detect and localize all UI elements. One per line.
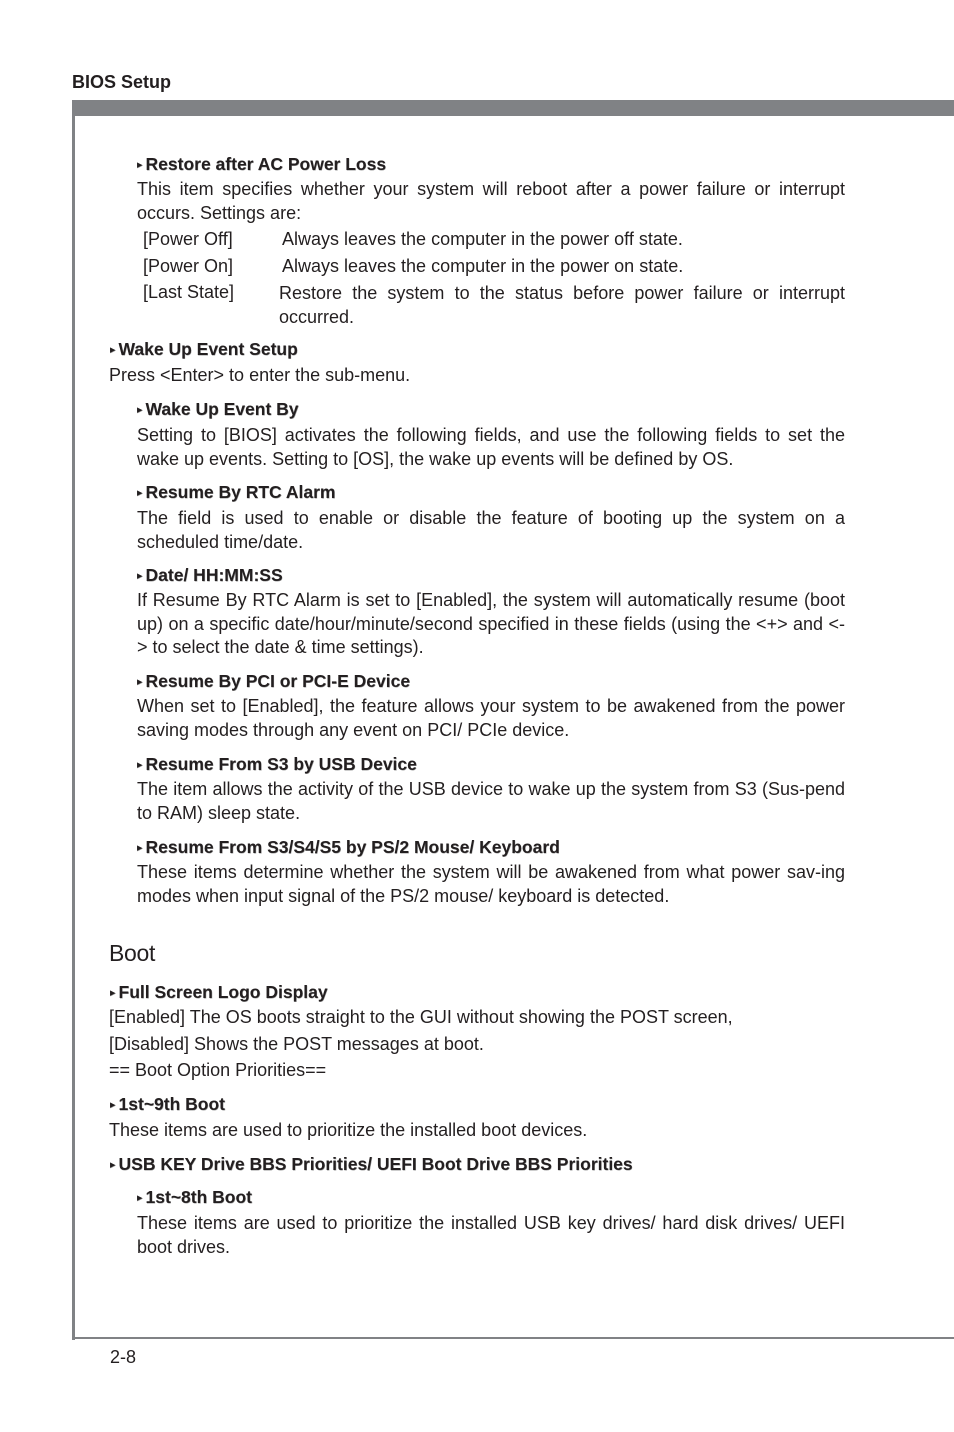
ps2-description: These items determine whether the system will be awakened from what power sav-ing modes when input signal of the PS/2 mouse/ keyboard is detected. xyxy=(137,862,845,906)
triangle-right-icon: ▸ xyxy=(137,159,143,171)
pci-heading: ▸ Resume By PCI or PCI-E Device xyxy=(137,671,411,691)
header-bar xyxy=(72,100,954,116)
logo-display-heading: ▸ Full Screen Logo Display xyxy=(110,982,328,1002)
wake-by-description: Setting to [BIOS] activates the following fields, and use the following fields to set the wake up events. Setting to [OS], the wake up events will be defined by OS. xyxy=(137,425,845,469)
triangle-right-icon: ▸ xyxy=(110,344,116,356)
boot-section-title: Boot xyxy=(109,940,156,966)
triangle-right-icon: ▸ xyxy=(137,676,143,688)
usb-s3-description: The item allows the activity of the USB device to wake up the system from S3 (Sus-pend to RAM) sleep state. xyxy=(137,779,845,823)
restore-description: This item specifies whether your system will reboot after a power failure or interrupt occurs. Settings are: xyxy=(137,179,845,223)
restore-heading: ▸ Restore after AC Power Loss xyxy=(137,154,387,174)
option-key: [Power On] xyxy=(143,256,234,276)
option-description: Restore the system to the status before power failure or interrupt occurred. xyxy=(279,283,845,327)
option-description: Always leaves the computer in the power off state. xyxy=(282,229,683,249)
boot-priorities-label: == Boot Option Priorities== xyxy=(109,1060,327,1080)
option-key: [Power Off] xyxy=(143,229,233,249)
option-description: Always leaves the computer in the power on state. xyxy=(282,256,684,276)
eighth-boot-heading: ▸ 1st~8th Boot xyxy=(137,1187,253,1207)
triangle-right-icon: ▸ xyxy=(137,487,143,499)
ps2-heading: ▸ Resume From S3/S4/S5 by PS/2 Mouse/ Keyboard xyxy=(137,837,560,857)
option-key: [Last State] xyxy=(143,282,235,302)
date-description: If Resume By RTC Alarm is set to [Enabled], the system will automatically resume (boot up) on a specific date/hour/minute/second specified in these fields (using the <+> and <-> to select the date & time settings). xyxy=(137,590,845,657)
date-heading: ▸ Date/ HH:MM:SS xyxy=(137,565,283,585)
wake-setup-description: Press <Enter> to enter the sub-menu. xyxy=(109,365,411,385)
pci-description: When set to [Enabled], the feature allows your system to be awakened from the power saving modes through any event on PCI/ PCIe device. xyxy=(137,696,845,740)
wake-setup-heading: ▸ Wake Up Event Setup xyxy=(110,339,298,359)
footer-rule xyxy=(72,1337,954,1339)
wake-by-heading: ▸ Wake Up Event By xyxy=(137,399,299,419)
triangle-right-icon: ▸ xyxy=(137,404,143,416)
triangle-right-icon: ▸ xyxy=(137,570,143,582)
rtc-description: The field is used to enable or disable the feature of booting up the system on a scheduled time/date. xyxy=(137,508,845,552)
triangle-right-icon: ▸ xyxy=(137,759,143,771)
logo-disabled-line: [Disabled] Shows the POST messages at boot. xyxy=(109,1034,484,1054)
triangle-right-icon: ▸ xyxy=(137,1192,143,1204)
eighth-boot-description: These items are used to prioritize the installed USB key drives/ hard disk drives/ UEFI boot drives. xyxy=(137,1213,845,1257)
triangle-right-icon: ▸ xyxy=(137,842,143,854)
ninth-boot-heading: ▸ 1st~9th Boot xyxy=(110,1094,226,1114)
usb-s3-heading: ▸ Resume From S3 by USB Device xyxy=(137,754,417,774)
left-border-rule xyxy=(72,100,75,1340)
page-header-title: BIOS Setup xyxy=(72,72,172,92)
page-number: 2-8 xyxy=(110,1347,137,1367)
usb-bbs-heading: ▸ USB KEY Drive BBS Priorities/ UEFI Boot Drive BBS Priorities xyxy=(110,1154,633,1174)
ninth-boot-description: These items are used to prioritize the installed boot devices. xyxy=(109,1120,588,1140)
triangle-right-icon: ▸ xyxy=(110,1159,116,1171)
rtc-heading: ▸ Resume By RTC Alarm xyxy=(137,482,336,502)
triangle-right-icon: ▸ xyxy=(110,1099,116,1111)
triangle-right-icon: ▸ xyxy=(110,987,116,999)
logo-enabled-line: [Enabled] The OS boots straight to the GUI without showing the POST screen, xyxy=(109,1007,733,1027)
